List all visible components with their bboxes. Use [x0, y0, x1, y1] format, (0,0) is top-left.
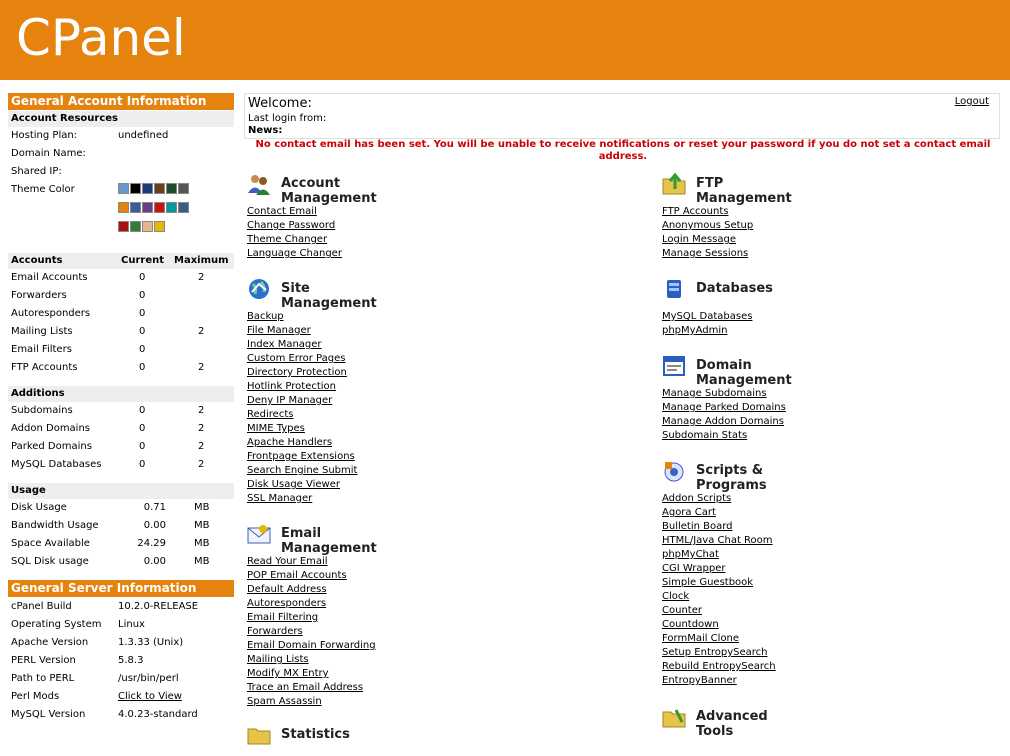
- link-email-domain-forwarding[interactable]: Email Domain Forwarding: [247, 640, 376, 651]
- link-bulletin-board[interactable]: Bulletin Board: [662, 521, 733, 532]
- link-apache-handlers[interactable]: Apache Handlers: [247, 437, 333, 448]
- section-links: [662, 387, 786, 443]
- link-change-password[interactable]: Change Password: [247, 220, 336, 231]
- link-hotlink-protection[interactable]: Hotlink Protection: [247, 381, 337, 392]
- link-search-engine-submit[interactable]: Search Engine Submit: [247, 465, 358, 476]
- accounts-row: [8, 305, 234, 323]
- resource-row: [8, 145, 234, 163]
- theme-color-swatch[interactable]: [130, 202, 141, 213]
- theme-color-swatches: [118, 183, 190, 240]
- usage-label: SQL Disk usage: [11, 556, 89, 567]
- accounts-row: [8, 287, 234, 305]
- link-counter[interactable]: Counter: [662, 605, 702, 616]
- server-row: [8, 598, 234, 616]
- section-ftp: [662, 173, 792, 261]
- section-header: [247, 278, 377, 311]
- section-title: Advanced Tools: [696, 709, 768, 739]
- link-autoresponders[interactable]: Autoresponders: [247, 598, 327, 609]
- tools-folder-icon: [662, 706, 686, 728]
- accounts-row: [8, 269, 234, 287]
- usage-value: 24.29: [137, 538, 166, 549]
- link-disk-usage-viewer[interactable]: Disk Usage Viewer: [247, 479, 340, 490]
- section-header: [247, 523, 377, 556]
- resource-label: Domain Name:: [11, 148, 86, 159]
- link-cgi-wrapper[interactable]: CGI Wrapper: [662, 563, 726, 574]
- additions-row-label: Subdomains: [11, 405, 73, 416]
- section-links: [662, 205, 753, 261]
- logout-link[interactable]: Logout: [954, 96, 989, 107]
- theme-color-swatch[interactable]: [154, 202, 165, 213]
- theme-color-swatch[interactable]: [154, 183, 165, 194]
- link-file-manager[interactable]: File Manager: [247, 325, 311, 336]
- server-value: 5.8.3: [118, 655, 144, 666]
- accounts-row-label: Email Accounts: [11, 272, 88, 283]
- resource-label: Theme Color: [11, 184, 75, 195]
- usage-unit: MB: [194, 520, 210, 531]
- link-frontpage-extensions[interactable]: Frontpage Extensions: [247, 451, 355, 462]
- folder-icon: [247, 724, 271, 746]
- server-label: MySQL Version: [11, 709, 86, 720]
- accounts-row-max: 2: [198, 362, 205, 373]
- news-label: News:: [248, 125, 283, 136]
- server-label: Operating System: [11, 619, 102, 630]
- link-directory-protection[interactable]: Directory Protection: [247, 367, 347, 378]
- accounts-row-current: 0: [139, 272, 146, 283]
- resource-row: [8, 181, 234, 239]
- server-value: 1.3.33 (Unix): [118, 637, 184, 648]
- link-formmail-clone[interactable]: FormMail Clone: [662, 633, 740, 644]
- resource-label: Shared IP:: [11, 166, 62, 177]
- section-scripts: [662, 460, 776, 688]
- usage-unit: MB: [194, 556, 210, 567]
- additions-row-max: 2: [198, 441, 205, 452]
- section-title: Statistics: [281, 727, 350, 742]
- link-mailing-lists[interactable]: Mailing Lists: [247, 654, 309, 665]
- perl-mods-link[interactable]: Click to View: [118, 691, 182, 702]
- header-bar: [0, 0, 1010, 80]
- additions-row: [8, 438, 234, 456]
- contact-email-warning: No contact email has been set. You will be unable to receive notifications or reset your password if you do not set a contact email address.: [255, 139, 991, 162]
- usage-row: [8, 535, 234, 553]
- link-manage-parked-domains[interactable]: Manage Parked Domains: [662, 402, 786, 413]
- accounts-row-max: 2: [198, 326, 205, 337]
- resource-value: undefined: [118, 130, 169, 141]
- link-manage-subdomains[interactable]: Manage Subdomains: [662, 388, 767, 399]
- theme-color-swatch[interactable]: [178, 202, 189, 213]
- server-row: [8, 706, 234, 724]
- theme-color-swatch[interactable]: [118, 183, 129, 194]
- window-icon: [662, 355, 686, 377]
- usage-row: [8, 517, 234, 535]
- envelope-icon: [247, 523, 271, 545]
- section-title: Email Management: [281, 526, 377, 556]
- additions-row-current: 0: [139, 459, 146, 470]
- theme-color-swatch[interactable]: [118, 221, 129, 232]
- server-label: cPanel Build: [11, 601, 72, 612]
- link-clock[interactable]: Clock: [662, 591, 690, 602]
- section-header: [662, 460, 776, 493]
- link-default-address[interactable]: Default Address: [247, 584, 327, 595]
- server-value: 10.2.0-RELEASE: [118, 601, 199, 612]
- usage-value: 0.00: [143, 520, 166, 531]
- link-deny-ip-manager[interactable]: Deny IP Manager: [247, 395, 333, 406]
- link-agora-cart[interactable]: Agora Cart: [662, 507, 716, 518]
- ftp-icon: [662, 173, 686, 195]
- section-databases: [662, 278, 773, 338]
- server-row: [8, 634, 234, 652]
- section-header: [662, 278, 773, 302]
- account-resources-title: Account Resources: [8, 111, 234, 127]
- link-login-message[interactable]: Login Message: [662, 234, 736, 245]
- usage-unit: MB: [194, 538, 210, 549]
- accounts-row-label: Email Filters: [11, 344, 72, 355]
- additions-row: [8, 402, 234, 420]
- theme-color-swatch[interactable]: [130, 183, 141, 194]
- accounts-row: [8, 359, 234, 377]
- server-value: Linux: [118, 619, 145, 630]
- link-anonymous-setup[interactable]: Anonymous Setup: [662, 220, 754, 231]
- section-links: [662, 492, 776, 688]
- last-login: Last login from:: [248, 113, 327, 124]
- server-label: PERL Version: [11, 655, 76, 666]
- section-header: [662, 173, 792, 206]
- server-value: 4.0.23-standard: [118, 709, 198, 720]
- usage-label: Disk Usage: [11, 502, 67, 513]
- link-email-filtering[interactable]: Email Filtering: [247, 612, 319, 623]
- link-phpmychat[interactable]: phpMyChat: [662, 549, 719, 560]
- link-read-your-email[interactable]: Read Your Email: [247, 556, 328, 567]
- link-forwarders[interactable]: Forwarders: [247, 626, 303, 637]
- link-setup-entropysearch[interactable]: Setup EntropySearch: [662, 647, 768, 658]
- link-simple-guestbook[interactable]: Simple Guestbook: [662, 577, 754, 588]
- accounts-header: Accounts Current Maximum: [8, 253, 234, 269]
- link-redirects[interactable]: Redirects: [247, 409, 294, 420]
- accounts-row-label: Mailing Lists: [11, 326, 73, 337]
- link-ssl-manager[interactable]: SSL Manager: [247, 493, 313, 504]
- section-links: [662, 310, 752, 338]
- accounts-row: [8, 341, 234, 359]
- section-header: [247, 173, 377, 206]
- accounts-row-label: Autoresponders: [11, 308, 91, 319]
- general-server-title: General Server Information: [8, 580, 234, 598]
- link-trace-an-email-address[interactable]: Trace an Email Address: [247, 682, 364, 693]
- accounts-row-current: 0: [139, 290, 146, 301]
- link-language-changer[interactable]: Language Changer: [247, 248, 342, 259]
- usage-header: Usage: [8, 483, 234, 499]
- theme-color-swatch[interactable]: [130, 221, 141, 232]
- link-countdown[interactable]: Countdown: [662, 619, 719, 630]
- additions-row-max: 2: [198, 423, 205, 434]
- additions-row-max: 2: [198, 405, 205, 416]
- link-custom-error-pages[interactable]: Custom Error Pages: [247, 353, 346, 364]
- accounts-row-current: 0: [139, 344, 146, 355]
- theme-color-swatch[interactable]: [154, 221, 165, 232]
- section-header: [662, 355, 792, 388]
- globe-icon: [247, 278, 271, 300]
- sidebar: [8, 93, 234, 724]
- additions-row-current: 0: [139, 405, 146, 416]
- server-row: [8, 616, 234, 634]
- additions-row-current: 0: [139, 441, 146, 452]
- server-row: [8, 688, 234, 706]
- section-links: [247, 555, 376, 709]
- section-site: [247, 278, 377, 506]
- accounts-row-current: 0: [139, 326, 146, 337]
- theme-color-swatch[interactable]: [142, 202, 153, 213]
- theme-color-swatch[interactable]: [166, 202, 177, 213]
- cpanel-logo: CPanel: [16, 9, 186, 67]
- link-addon-scripts[interactable]: Addon Scripts: [662, 493, 732, 504]
- accounts-row-max: 2: [198, 272, 205, 283]
- general-account-title: General Account Information: [8, 93, 234, 111]
- server-row: [8, 670, 234, 688]
- link-html-java-chat-room[interactable]: HTML/Java Chat Room: [662, 535, 773, 546]
- section-title: Scripts & Programs: [696, 463, 767, 493]
- section-domain: [662, 355, 792, 443]
- link-manage-sessions[interactable]: Manage Sessions: [662, 248, 749, 259]
- theme-color-swatch[interactable]: [142, 183, 153, 194]
- section-title: Domain Management: [696, 358, 792, 388]
- usage-row: [8, 553, 234, 571]
- welcome-panel: [244, 93, 1000, 139]
- database-icon: [662, 278, 686, 300]
- link-manage-addon-domains[interactable]: Manage Addon Domains: [662, 416, 784, 427]
- theme-color-swatch[interactable]: [118, 202, 129, 213]
- link-pop-email-accounts[interactable]: POP Email Accounts: [247, 570, 347, 581]
- usage-unit: MB: [194, 502, 210, 513]
- theme-color-swatch[interactable]: [142, 221, 153, 232]
- additions-row-label: Parked Domains: [11, 441, 92, 452]
- additions-row-current: 0: [139, 423, 146, 434]
- section-title: FTP Management: [696, 176, 792, 206]
- accounts-row-label: FTP Accounts: [11, 362, 78, 373]
- usage-label: Space Available: [11, 538, 90, 549]
- resource-row: [8, 163, 234, 181]
- section-links: [247, 205, 342, 261]
- link-phpmyadmin[interactable]: phpMyAdmin: [662, 325, 728, 336]
- link-theme-changer[interactable]: Theme Changer: [247, 234, 328, 245]
- link-spam-assassin[interactable]: Spam Assassin: [247, 696, 322, 707]
- link-index-manager[interactable]: Index Manager: [247, 339, 322, 350]
- link-mime-types[interactable]: MIME Types: [247, 423, 305, 434]
- resource-label: Hosting Plan:: [11, 130, 78, 141]
- server-label: Perl Mods: [11, 691, 60, 702]
- additions-row-label: MySQL Databases: [11, 459, 102, 470]
- accounts-row-current: 0: [139, 362, 146, 373]
- additions-row: [8, 420, 234, 438]
- scripts-icon: [662, 460, 686, 482]
- additions-row: [8, 456, 234, 474]
- link-ftp-accounts[interactable]: FTP Accounts: [662, 206, 729, 217]
- section-account: [247, 173, 377, 261]
- usage-row: [8, 499, 234, 517]
- link-modify-mx-entry[interactable]: Modify MX Entry: [247, 668, 329, 679]
- section-title: Site Management: [281, 281, 377, 311]
- link-backup[interactable]: Backup: [247, 311, 284, 322]
- server-row: [8, 652, 234, 670]
- theme-color-swatch[interactable]: [178, 183, 189, 194]
- accounts-row: [8, 323, 234, 341]
- theme-color-swatch[interactable]: [166, 183, 177, 194]
- accounts-row-current: 0: [139, 308, 146, 319]
- server-label: Apache Version: [11, 637, 89, 648]
- link-mysql-databases[interactable]: MySQL Databases: [662, 311, 753, 322]
- usage-value: 0.71: [143, 502, 166, 513]
- section-links: [247, 310, 357, 506]
- link-subdomain-stats[interactable]: Subdomain Stats: [662, 430, 748, 441]
- additions-row-max: 2: [198, 459, 205, 470]
- server-value: /usr/bin/perl: [118, 673, 179, 684]
- link-entropybanner[interactable]: EntropyBanner: [662, 675, 737, 686]
- link-rebuild-entropysearch[interactable]: Rebuild EntropySearch: [662, 661, 776, 672]
- link-contact-email[interactable]: Contact Email: [247, 206, 317, 217]
- server-label: Path to PERL: [11, 673, 75, 684]
- section-email: [247, 523, 376, 709]
- welcome-title: Welcome:: [248, 96, 312, 111]
- usage-value: 0.00: [143, 556, 166, 567]
- additions-row-label: Addon Domains: [11, 423, 91, 434]
- resource-row: [8, 127, 234, 145]
- usage-label: Bandwidth Usage: [11, 520, 99, 531]
- section-title: Databases: [696, 281, 773, 296]
- accounts-row-label: Forwarders: [11, 290, 67, 301]
- additions-header: Additions: [8, 386, 234, 402]
- users-icon: [247, 173, 271, 195]
- section-title: Account Management: [281, 176, 377, 206]
